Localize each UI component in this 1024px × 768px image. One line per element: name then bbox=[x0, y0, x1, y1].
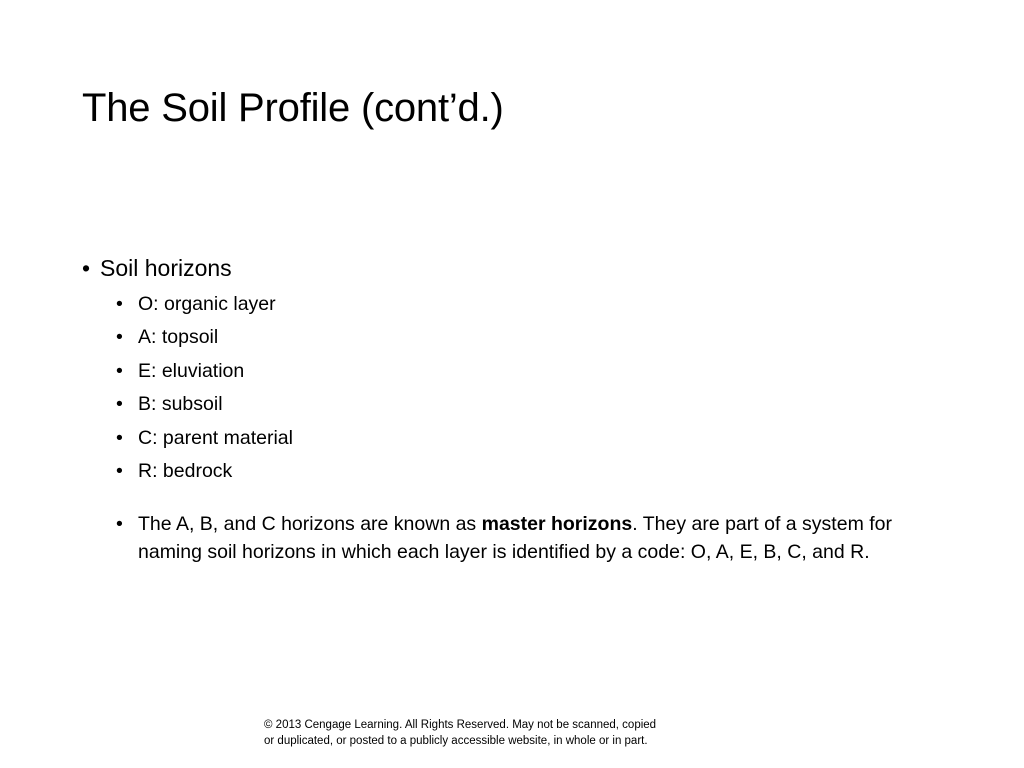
list-item-text: C: parent material bbox=[138, 426, 293, 449]
list-item-text: O: organic layer bbox=[138, 293, 276, 315]
bullet-marker: • bbox=[116, 359, 123, 382]
bullet-marker: • bbox=[116, 293, 123, 315]
note-text-start: The A, B, and C horizons are known as bbox=[138, 513, 482, 536]
list-item-text: E: eluviation bbox=[138, 359, 245, 382]
slide-body bbox=[82, 252, 962, 566]
list-item bbox=[116, 288, 962, 321]
bullet-marker: • bbox=[116, 460, 123, 483]
list-item-text: R: bedrock bbox=[138, 460, 233, 483]
list-item bbox=[116, 455, 962, 488]
list-item bbox=[116, 355, 962, 388]
bullet-marker: • bbox=[116, 326, 123, 349]
list-item-text: B: subsoil bbox=[138, 393, 223, 416]
list-item-text: A: topsoil bbox=[138, 326, 219, 349]
bullet-marker: • bbox=[116, 426, 123, 449]
master-horizons-note bbox=[116, 510, 936, 566]
copyright-notice bbox=[264, 717, 656, 749]
list-item bbox=[116, 422, 962, 455]
slide-title: The Soil Profile (cont’d.) bbox=[82, 86, 504, 130]
master-horizons-term: master horizons bbox=[481, 513, 633, 536]
note-text bbox=[138, 510, 936, 566]
list-item bbox=[116, 388, 962, 421]
main-bullet-text: Soil horizons bbox=[100, 255, 232, 281]
horizon-list bbox=[116, 288, 962, 488]
bullet-marker: • bbox=[82, 255, 91, 281]
note-text-end: . They are part of a system for naming soil horizons in which each layer is identified by a code: O, A, E, B, C, and R. bbox=[138, 513, 892, 564]
bullet-marker: • bbox=[116, 513, 123, 536]
copyright-line-2: or duplicated, or posted to a publicly accessible website, in whole or in part. bbox=[264, 735, 648, 747]
copyright-line-1: © 2013 Cengage Learning. All Rights Reserved. May not be scanned, copied bbox=[264, 719, 657, 731]
list-item bbox=[116, 321, 962, 354]
bullet-marker: • bbox=[116, 393, 123, 416]
main-bullet bbox=[82, 252, 962, 284]
